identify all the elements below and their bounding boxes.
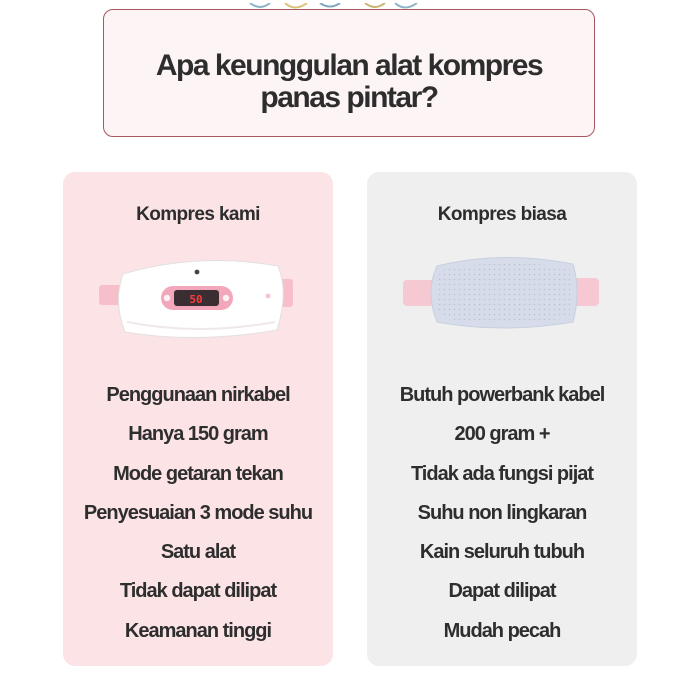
- regular-compress-card: [367, 172, 637, 666]
- title-box: [103, 9, 595, 137]
- list-item: Hanya 150 gram: [128, 423, 268, 446]
- list-item: 200 gram +: [454, 423, 550, 446]
- heater-display-value: 50: [189, 293, 203, 306]
- our-compress-feature-list: [63, 376, 333, 651]
- list-item: Dapat dilipat: [448, 580, 556, 603]
- list-item: Kain seluruh tubuh: [419, 541, 585, 564]
- page-title: [104, 50, 594, 114]
- list-item: Suhu non lingkaran: [417, 501, 587, 524]
- list-item: Mode getaran tekan: [113, 462, 283, 485]
- regular-compress-feature-list: [367, 376, 637, 651]
- page-title-line-2: panas pintar?: [260, 81, 438, 114]
- regular-compress-heading: Kompres biasa: [437, 204, 567, 225]
- our-compress-card: [63, 172, 333, 666]
- smart-heating-belt-icon: [63, 252, 333, 342]
- list-item: Satu alat: [160, 541, 236, 564]
- list-item: Penyesuaian 3 mode suhu: [83, 501, 313, 524]
- list-item: Keamanan tinggi: [124, 619, 272, 642]
- list-item: Butuh powerbank kabel: [399, 384, 605, 406]
- list-item: Mudah pecah: [443, 619, 561, 642]
- page-title-line-1: Apa keunggulan alat kompres: [155, 49, 543, 82]
- list-item: Tidak dapat dilipat: [119, 580, 277, 603]
- our-compress-heading: Kompres kami: [136, 204, 260, 225]
- list-item: Penggunaan nirkabel: [106, 384, 290, 406]
- heat-pad-belt-icon: [367, 252, 637, 342]
- list-item: Tidak ada fungsi pijat: [410, 462, 594, 485]
